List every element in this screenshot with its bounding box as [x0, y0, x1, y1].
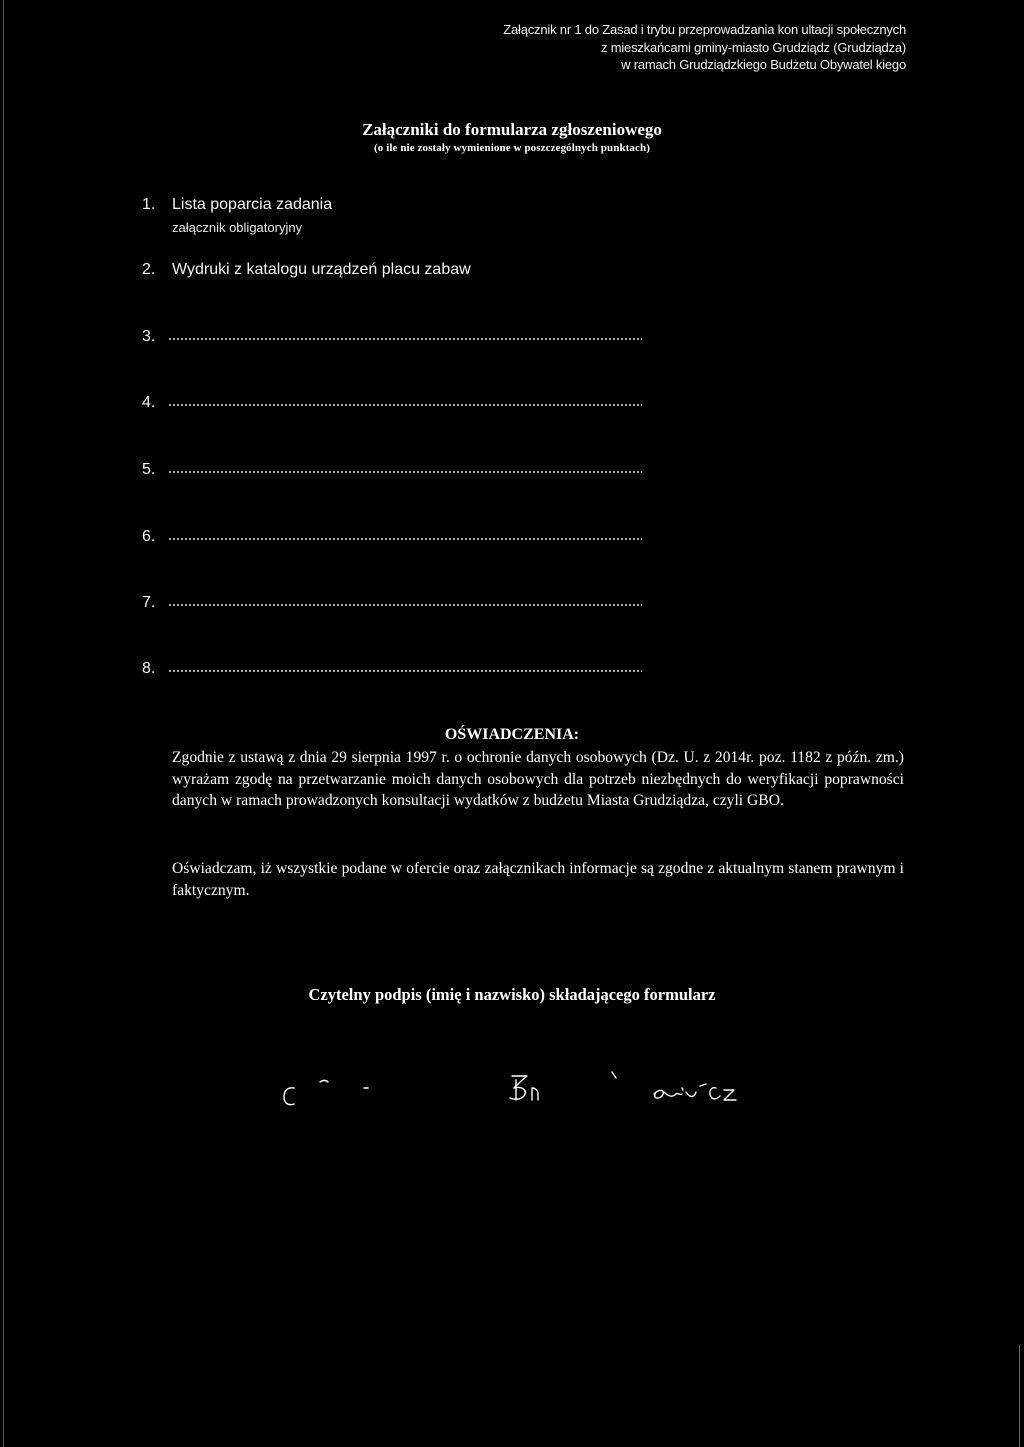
scan-edge-line: [1019, 1345, 1020, 1447]
signature-label: Czytelny podpis (imię i nazwisko) składającego formularz: [308, 985, 716, 1004]
attachment-text: Wydruki z katalogu urządzeń placu zabaw: [172, 261, 471, 278]
declaration-paragraph: Oświadczam, iż wszystkie podane w ofercie oraz załącznikach informacje są zgodne z aktualnym stanem prawnym i faktycznym.: [172, 860, 904, 899]
dotted-fill-line: [168, 338, 642, 340]
attachment-text: Lista poparcia zadania: [172, 196, 333, 213]
attachment-number: 5.: [142, 461, 156, 478]
page-title: Załączniki do formularza zgłoszeniowego: [362, 120, 662, 139]
header-note-line: z mieszkańcami gminy-miasto Grudziądz (Grudziądza): [601, 39, 906, 55]
page-subtitle: (o ile nie zostały wymienione w poszczególnych punktach): [373, 142, 650, 154]
attachment-number: 3.: [142, 328, 156, 345]
dotted-fill-line: [168, 538, 642, 540]
declarations-title: OŚWIADCZENIA:: [444, 726, 580, 743]
attachments-list: [0, 0, 1024, 700]
header-note-line: Załącznik nr 1 do Zasad i trybu przeprowadzania kon ultacji społecznych: [503, 22, 906, 37]
attachment-note: załącznik obligatoryjny: [172, 220, 303, 235]
dotted-fill-line: [168, 471, 642, 473]
dotted-fill-line: [168, 670, 642, 672]
attachment-number: 6.: [142, 528, 156, 545]
handwritten-signature: [270, 1058, 790, 1138]
attachment-number: 4.: [142, 394, 156, 411]
dotted-fill-line: [168, 604, 642, 606]
header-note-line: w ramach Grudziądzkiego Budżetu Obywatel kiego: [621, 57, 906, 72]
dotted-fill-line: [168, 404, 642, 406]
attachment-number: 8.: [142, 660, 156, 677]
attachment-number: 2.: [142, 261, 156, 278]
declaration-paragraph: Zgodnie z ustawą z dnia 29 sierpnia 1997 r. o ochronie danych osobowych (Dz. U. z 2014r. poz. 1182 z późn. zm.) wyrażam zgodę na przetwarzanie moich danych osobowych dla potrzeb niezbędnych do weryfikacji poprawności danych w ramach prowadzonych konsultacji wydatków z budżetu Miasta Grudziądza, czyli GBO.: [172, 749, 904, 809]
attachment-number: 7.: [142, 594, 156, 611]
attachment-number: 1.: [142, 196, 156, 213]
